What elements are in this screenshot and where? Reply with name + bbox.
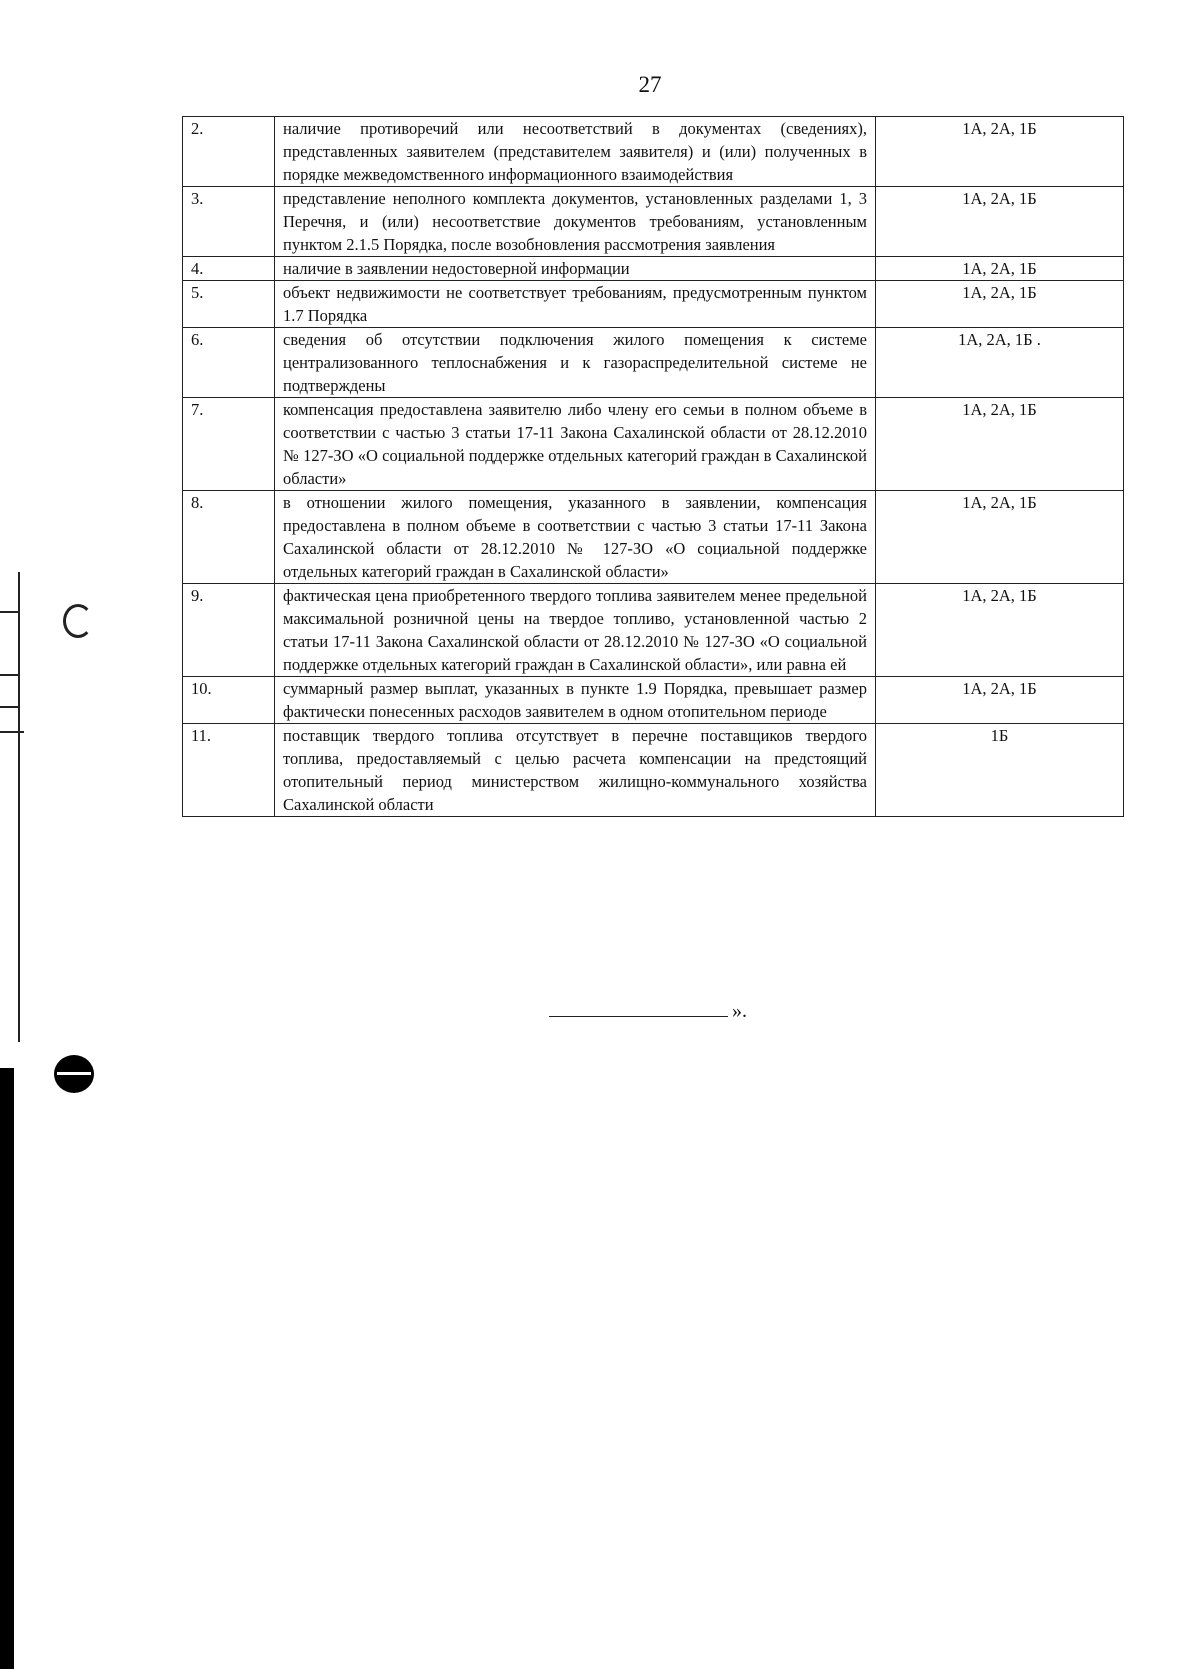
row-ground-text: наличие в заявлении недостоверной информации	[275, 257, 876, 281]
row-number: 4.	[183, 257, 275, 281]
binder-edge-line	[18, 572, 20, 1042]
table-row	[183, 257, 1124, 281]
row-number: 8.	[183, 491, 275, 584]
row-number: 3.	[183, 187, 275, 257]
row-number: 10.	[183, 677, 275, 724]
row-ground-text: наличие противоречий или несоответствий в документах (сведениях), представленных заявителем (представителем заявителя) и (или) полученных в порядке межведомственного информационного взаимодействия	[275, 117, 876, 187]
margin-tick	[0, 674, 20, 676]
row-ground-text: объект недвижимости не соответствует требованиям, предусмотренным пунктом 1.7 Порядка	[275, 281, 876, 328]
margin-tick	[0, 731, 24, 733]
row-number: 2.	[183, 117, 275, 187]
table-row	[183, 677, 1124, 724]
closing-line	[549, 1000, 747, 1023]
signature-underline	[549, 1016, 728, 1017]
row-applicant-codes: 1А, 2А, 1Б	[876, 281, 1124, 328]
table-row	[183, 117, 1124, 187]
row-number: 5.	[183, 281, 275, 328]
margin-tick	[0, 611, 20, 613]
table-row	[183, 724, 1124, 817]
punch-hole-ring-icon	[63, 604, 93, 638]
row-ground-text: представление неполного комплекта документов, установленных разделами 1, 3 Перечня, и (или) несоответствие документов требованиям, установленным пунктом 2.1.5 Порядка, после возобновления рассмотрения заявления	[275, 187, 876, 257]
row-ground-text: фактическая цена приобретенного твердого топлива заявителем менее предельной максимальной розничной цены на твердое топливо, установленной частью 2 статьи 17-11 Закона Сахалинской области от 28.12.2010 № 127-ЗО «О социальной поддержке отдельных категорий граждан в Сахалинской области», или равна ей	[275, 584, 876, 677]
punch-hole-icon	[54, 1055, 94, 1093]
table-row	[183, 584, 1124, 677]
table-row	[183, 281, 1124, 328]
row-applicant-codes: 1А, 2А, 1Б	[876, 584, 1124, 677]
scan-edge-shadow	[0, 1068, 14, 1669]
row-number: 7.	[183, 398, 275, 491]
row-applicant-codes: 1А, 2А, 1Б	[876, 491, 1124, 584]
row-number: 6.	[183, 328, 275, 398]
table-row	[183, 328, 1124, 398]
row-ground-text: суммарный размер выплат, указанных в пункте 1.9 Порядка, превышает размер фактически понесенных расходов заявителем в одном отопительном периоде	[275, 677, 876, 724]
row-applicant-codes: 1А, 2А, 1Б	[876, 398, 1124, 491]
row-applicant-codes: 1А, 2А, 1Б	[876, 677, 1124, 724]
refusal-grounds-table	[182, 116, 1124, 817]
row-number: 9.	[183, 584, 275, 677]
table-row	[183, 187, 1124, 257]
row-ground-text: в отношении жилого помещения, указанного в заявлении, компенсация предоставлена в полном объеме в соответствии с частью 3 статьи 17-11 Закона Сахалинской области от 28.12.2010 № 127-ЗО «О социальной поддержке отдельных категорий граждан в Сахалинской области»	[275, 491, 876, 584]
row-ground-text: компенсация предоставлена заявителю либо члену его семьи в полном объеме в соответствии с частью 3 статьи 17-11 Закона Сахалинской области от 28.12.2010 № 127-ЗО «О социальной поддержке отдельных категорий граждан в Сахалинской области»	[275, 398, 876, 491]
row-ground-text: сведения об отсутствии подключения жилого помещения к системе централизованного теплоснабжения и к газораспределительной системе не подтверждены	[275, 328, 876, 398]
closing-quote-mark: ».	[732, 1000, 747, 1022]
table-body	[183, 117, 1124, 817]
row-number: 11.	[183, 724, 275, 817]
row-applicant-codes: 1А, 2А, 1Б .	[876, 328, 1124, 398]
row-applicant-codes: 1А, 2А, 1Б	[876, 257, 1124, 281]
table-row	[183, 398, 1124, 491]
row-applicant-codes: 1Б	[876, 724, 1124, 817]
row-ground-text: поставщик твердого топлива отсутствует в перечне поставщиков твердого топлива, предоставляемый с целью расчета компенсации на предстоящий отопительный период министерством жилищно-коммунального хозяйства Сахалинской области	[275, 724, 876, 817]
row-applicant-codes: 1А, 2А, 1Б	[876, 187, 1124, 257]
table-row	[183, 491, 1124, 584]
page-number: 27	[638, 72, 662, 97]
row-applicant-codes: 1А, 2А, 1Б	[876, 117, 1124, 187]
margin-tick	[0, 706, 20, 708]
